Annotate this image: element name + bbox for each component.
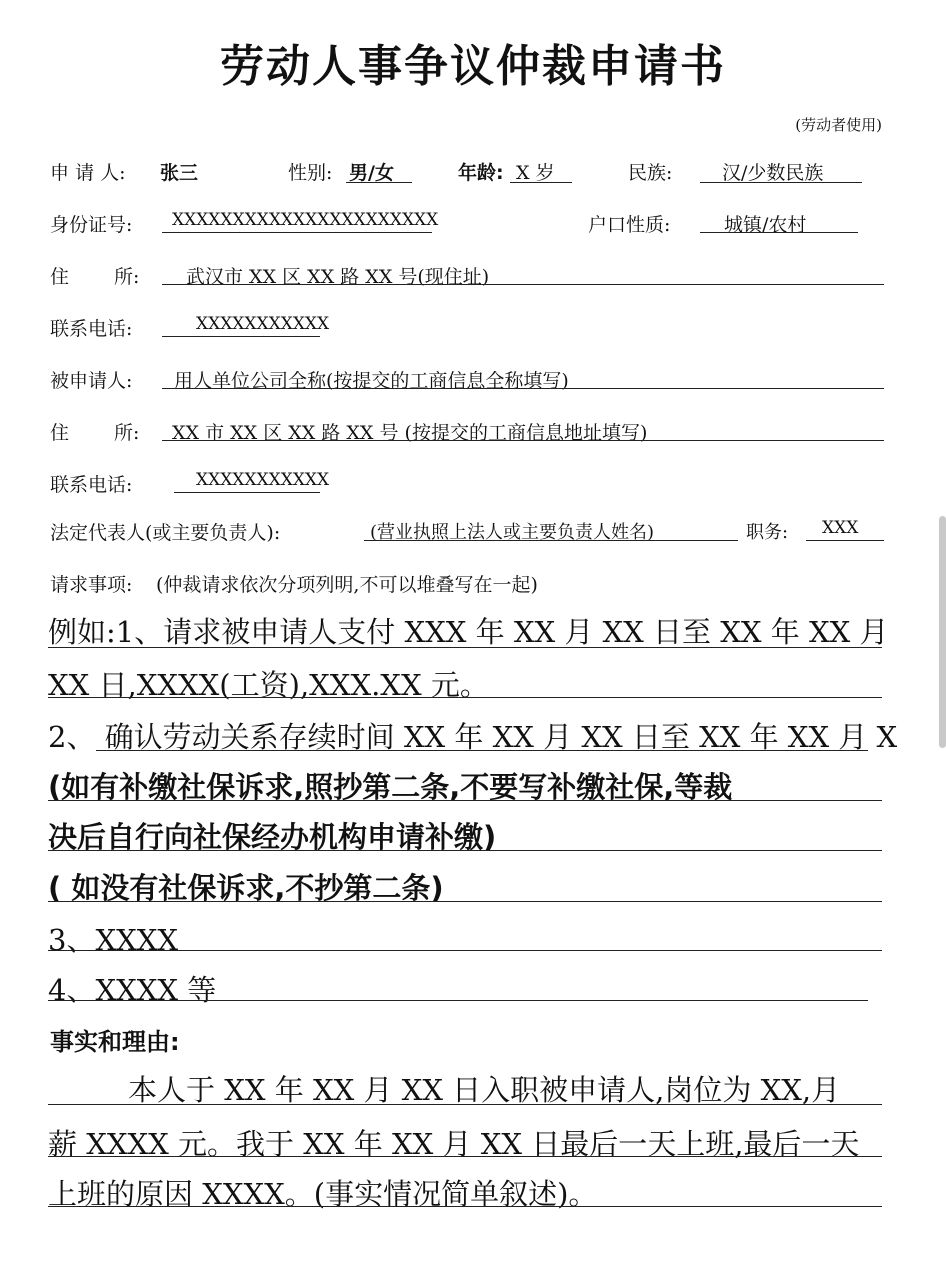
respondent-address-label-1: 住 (50, 422, 70, 444)
applicant-phone-value: XXXXXXXXXXX (196, 314, 330, 334)
claim-line-8-underline (48, 1000, 868, 1001)
applicant-address-label-1: 住 (50, 266, 70, 288)
applicant-phone-label: 联系电话: (50, 318, 133, 340)
facts-label: 事实和理由: (50, 1028, 180, 1056)
claim-line-4: (如有补缴社保诉求,照抄第二条,不要写补缴社保,等裁 (48, 770, 733, 804)
legal-rep-value: (营业执照上法人或主要负责人姓名) (370, 522, 655, 543)
claim-line-5: 决后自行向社保经办机构申请补缴) (48, 820, 497, 854)
applicant-address-underline (162, 284, 884, 285)
position-value: XXX (822, 518, 859, 538)
facts-line-2-underline (48, 1156, 882, 1157)
gender-underline (346, 182, 412, 183)
ethnicity-value: 汉/少数民族 (722, 162, 824, 184)
applicant-address-value: 武汉市 XX 区 XX 路 XX 号(现住址) (186, 266, 490, 288)
claims-label: 请求事项: (50, 574, 133, 596)
claim-line-6: ( 如没有社保诉求,不抄第二条) (48, 871, 444, 905)
claim-line-4-underline (48, 800, 882, 801)
claim-line-1: 例如:1、请求被申请人支付 XXX 年 XX 月 XX 日至 XX 年 XX 月 (48, 615, 889, 649)
claims-note: (仲裁请求依次分项列明,不可以堆叠写在一起) (156, 574, 538, 596)
claim-line-2-underline (48, 697, 882, 698)
facts-line-1-underline (48, 1104, 882, 1105)
applicant-phone-underline (162, 336, 320, 337)
legal-rep-label: 法定代表人(或主要负责人): (50, 522, 281, 544)
hukou-value: 城镇/农村 (724, 214, 807, 236)
facts-line-3-underline (48, 1206, 882, 1207)
respondent-name-value: 用人单位公司全称(按提交的工商信息全称填写) (174, 370, 569, 392)
id-value: XXXXXXXXXXXXXXXXXXXXXX (172, 210, 439, 230)
ethnicity-label: 民族: (628, 162, 673, 184)
respondent-address-value: XX 市 XX 区 XX 路 XX 号 (按提交的工商信息地址填写) (172, 422, 648, 444)
claim-line-1-underline (48, 647, 882, 648)
applicant-address-label-2: 所: (114, 266, 140, 288)
gender-value: 男/女 (349, 162, 394, 184)
claim-line-6-underline (48, 901, 882, 902)
claim-line-3-underline (96, 750, 868, 751)
claim-line-8: 4、XXXX 等 (48, 973, 217, 1007)
hukou-underline (700, 232, 858, 233)
hukou-label: 户口性质: (588, 214, 671, 236)
gender-label: 性别: (288, 162, 333, 184)
usage-note: (劳动者使用) (795, 116, 882, 134)
respondent-phone-value: XXXXXXXXXXX (196, 470, 330, 490)
form-title: 劳动人事争议仲裁申请书 (220, 41, 726, 92)
position-label: 职务: (746, 522, 789, 543)
legal-rep-underline (364, 540, 738, 541)
claim-line-5-underline (48, 850, 882, 851)
position-underline (806, 540, 884, 541)
claim-line-2: XX 日,XXXX(工资),XXX.XX 元。 (48, 668, 489, 702)
age-underline (510, 182, 572, 183)
respondent-name-label: 被申请人: (50, 370, 133, 392)
age-value: X 岁 (516, 162, 555, 184)
id-label: 身份证号: (50, 214, 133, 236)
claim-line-7: 3、XXXX (48, 923, 179, 957)
respondent-phone-label: 联系电话: (50, 474, 133, 496)
id-underline (162, 232, 432, 233)
facts-line-3: 上班的原因 XXXX。(事实情况简单叙述)。 (48, 1177, 598, 1211)
facts-line-1: 本人于 XX 年 XX 月 XX 日入职被申请人,岗位为 XX,月 (128, 1073, 841, 1107)
respondent-phone-underline (174, 492, 320, 493)
respondent-name-underline (162, 388, 884, 389)
facts-line-2: 薪 XXXX 元。我于 XX 年 XX 月 XX 日最后一天上班,最后一天 (48, 1127, 860, 1161)
claim-line-7-underline (48, 950, 882, 951)
respondent-address-label-2: 所: (114, 422, 140, 444)
ethnicity-underline (700, 182, 862, 183)
age-label: 年龄: (458, 162, 504, 184)
applicant-name-label: 申 请 人: (50, 162, 126, 184)
respondent-address-underline (162, 440, 884, 441)
applicant-name-value: 张三 (160, 162, 199, 184)
claim-line-3: 2、 确认劳动关系存续时间 XX 年 XX 月 XX 日至 XX 年 XX 月 X (48, 720, 898, 754)
scrollbar-thumb[interactable] (939, 516, 946, 748)
